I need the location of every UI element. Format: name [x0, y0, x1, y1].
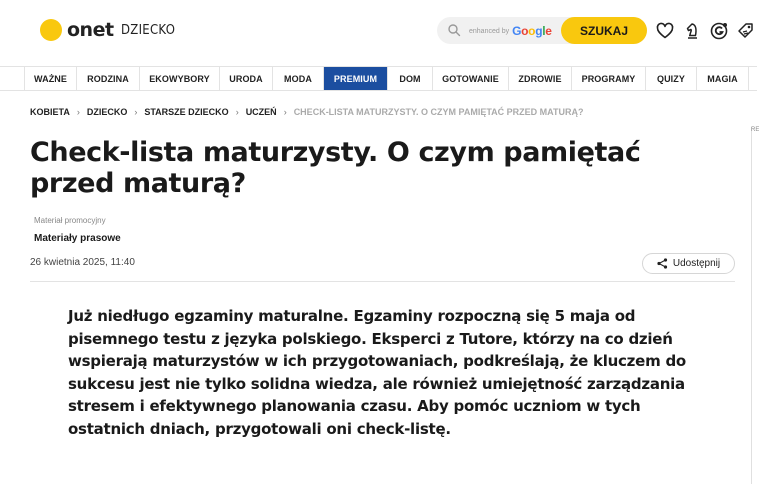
nav-item-uroda[interactable]: URODA	[220, 67, 273, 90]
breadcrumb	[30, 107, 584, 117]
heart-icon[interactable]	[655, 21, 675, 41]
breadcrumb-item-uczen[interactable]: UCZEŃ	[245, 107, 277, 117]
nav-item-wazne[interactable]: WAŻNE	[24, 67, 77, 90]
article-author[interactable]: Materiały prasowe	[34, 233, 121, 244]
nav-item-programy[interactable]: PROGRAMY	[572, 67, 646, 90]
category-nav	[0, 66, 757, 91]
share-label: Udostępnij	[672, 258, 721, 269]
logo-brand: onet	[67, 19, 114, 41]
nav-item-magia[interactable]: MAGIA	[697, 67, 749, 90]
share-icon	[657, 258, 668, 269]
chess-knight-icon[interactable]	[682, 21, 702, 41]
google-wordmark: Google	[512, 24, 552, 38]
article-divider	[30, 281, 735, 282]
g-badge-icon[interactable]	[709, 21, 729, 41]
article-lead: Już niedługo egzaminy maturalne. Egzaminy rozpoczną się 5 maja od pisemnego testu z języka polskiego. Eksperci z Tutore, którzy na co dzień wspierają maturzystów w ich przygotowaniach, podkreślają, że kluczem do sukcesu jest nie tylko solidna wiedza, ale również umiejętność zarządzania stresem i efektywnego planowania czasu. Aby pomóc uczniom w tych ostatnich dniach, przygotowali oni check-listę.	[68, 307, 686, 438]
powered-by-google	[469, 24, 552, 38]
nav-item-ekowybory[interactable]: EKOWYBORY	[140, 67, 220, 90]
tag-icon[interactable]	[736, 21, 756, 41]
breadcrumb-item-kobieta[interactable]: KOBIETA	[30, 107, 70, 117]
logo-section: DZIECKO	[120, 22, 175, 38]
breadcrumb-current: CHECK-LISTA MATURZYSTY. O CZYM PAMIĘTAĆ PRZED MATURĄ?	[293, 107, 584, 117]
chevron-right-icon: ›	[134, 107, 138, 117]
nav-item-moda[interactable]: MODA	[273, 67, 324, 90]
sidebar-divider	[751, 127, 752, 484]
breadcrumb-item-dziecko[interactable]: DZIECKO	[86, 107, 128, 117]
nav-item-dom[interactable]: DOM	[388, 67, 433, 90]
nav-item-rodzina[interactable]: RODZINA	[77, 67, 140, 90]
nav-item-premium[interactable]: PREMIUM	[324, 67, 388, 90]
nav-item-zdrowie[interactable]: ZDROWIE	[509, 67, 572, 90]
promo-label: Materiał promocyjny	[34, 216, 106, 225]
chevron-right-icon: ›	[235, 107, 239, 117]
share-button[interactable]	[642, 253, 735, 274]
chevron-right-icon: ›	[76, 107, 80, 117]
site-header	[0, 0, 757, 64]
breadcrumb-item-starsze-dziecko[interactable]: STARSZE DZIECKO	[144, 107, 229, 117]
search-button[interactable]: SZUKAJ	[561, 17, 647, 44]
logo-dot	[40, 19, 62, 41]
nav-item-gotowanie[interactable]: GOTOWANIE	[433, 67, 509, 90]
sidebar-label: RE	[751, 127, 759, 133]
powered-by-text: enhanced by	[469, 27, 510, 35]
site-logo[interactable]	[40, 19, 181, 41]
article-title: Check-lista maturzysty. O czym pamiętać przed maturą?	[30, 137, 641, 199]
search-icon	[447, 23, 461, 37]
article-date: 26 kwietnia 2025, 11:40	[30, 257, 135, 268]
chevron-right-icon: ›	[283, 107, 287, 117]
nav-item-quizy[interactable]: QUIZY	[646, 67, 697, 90]
